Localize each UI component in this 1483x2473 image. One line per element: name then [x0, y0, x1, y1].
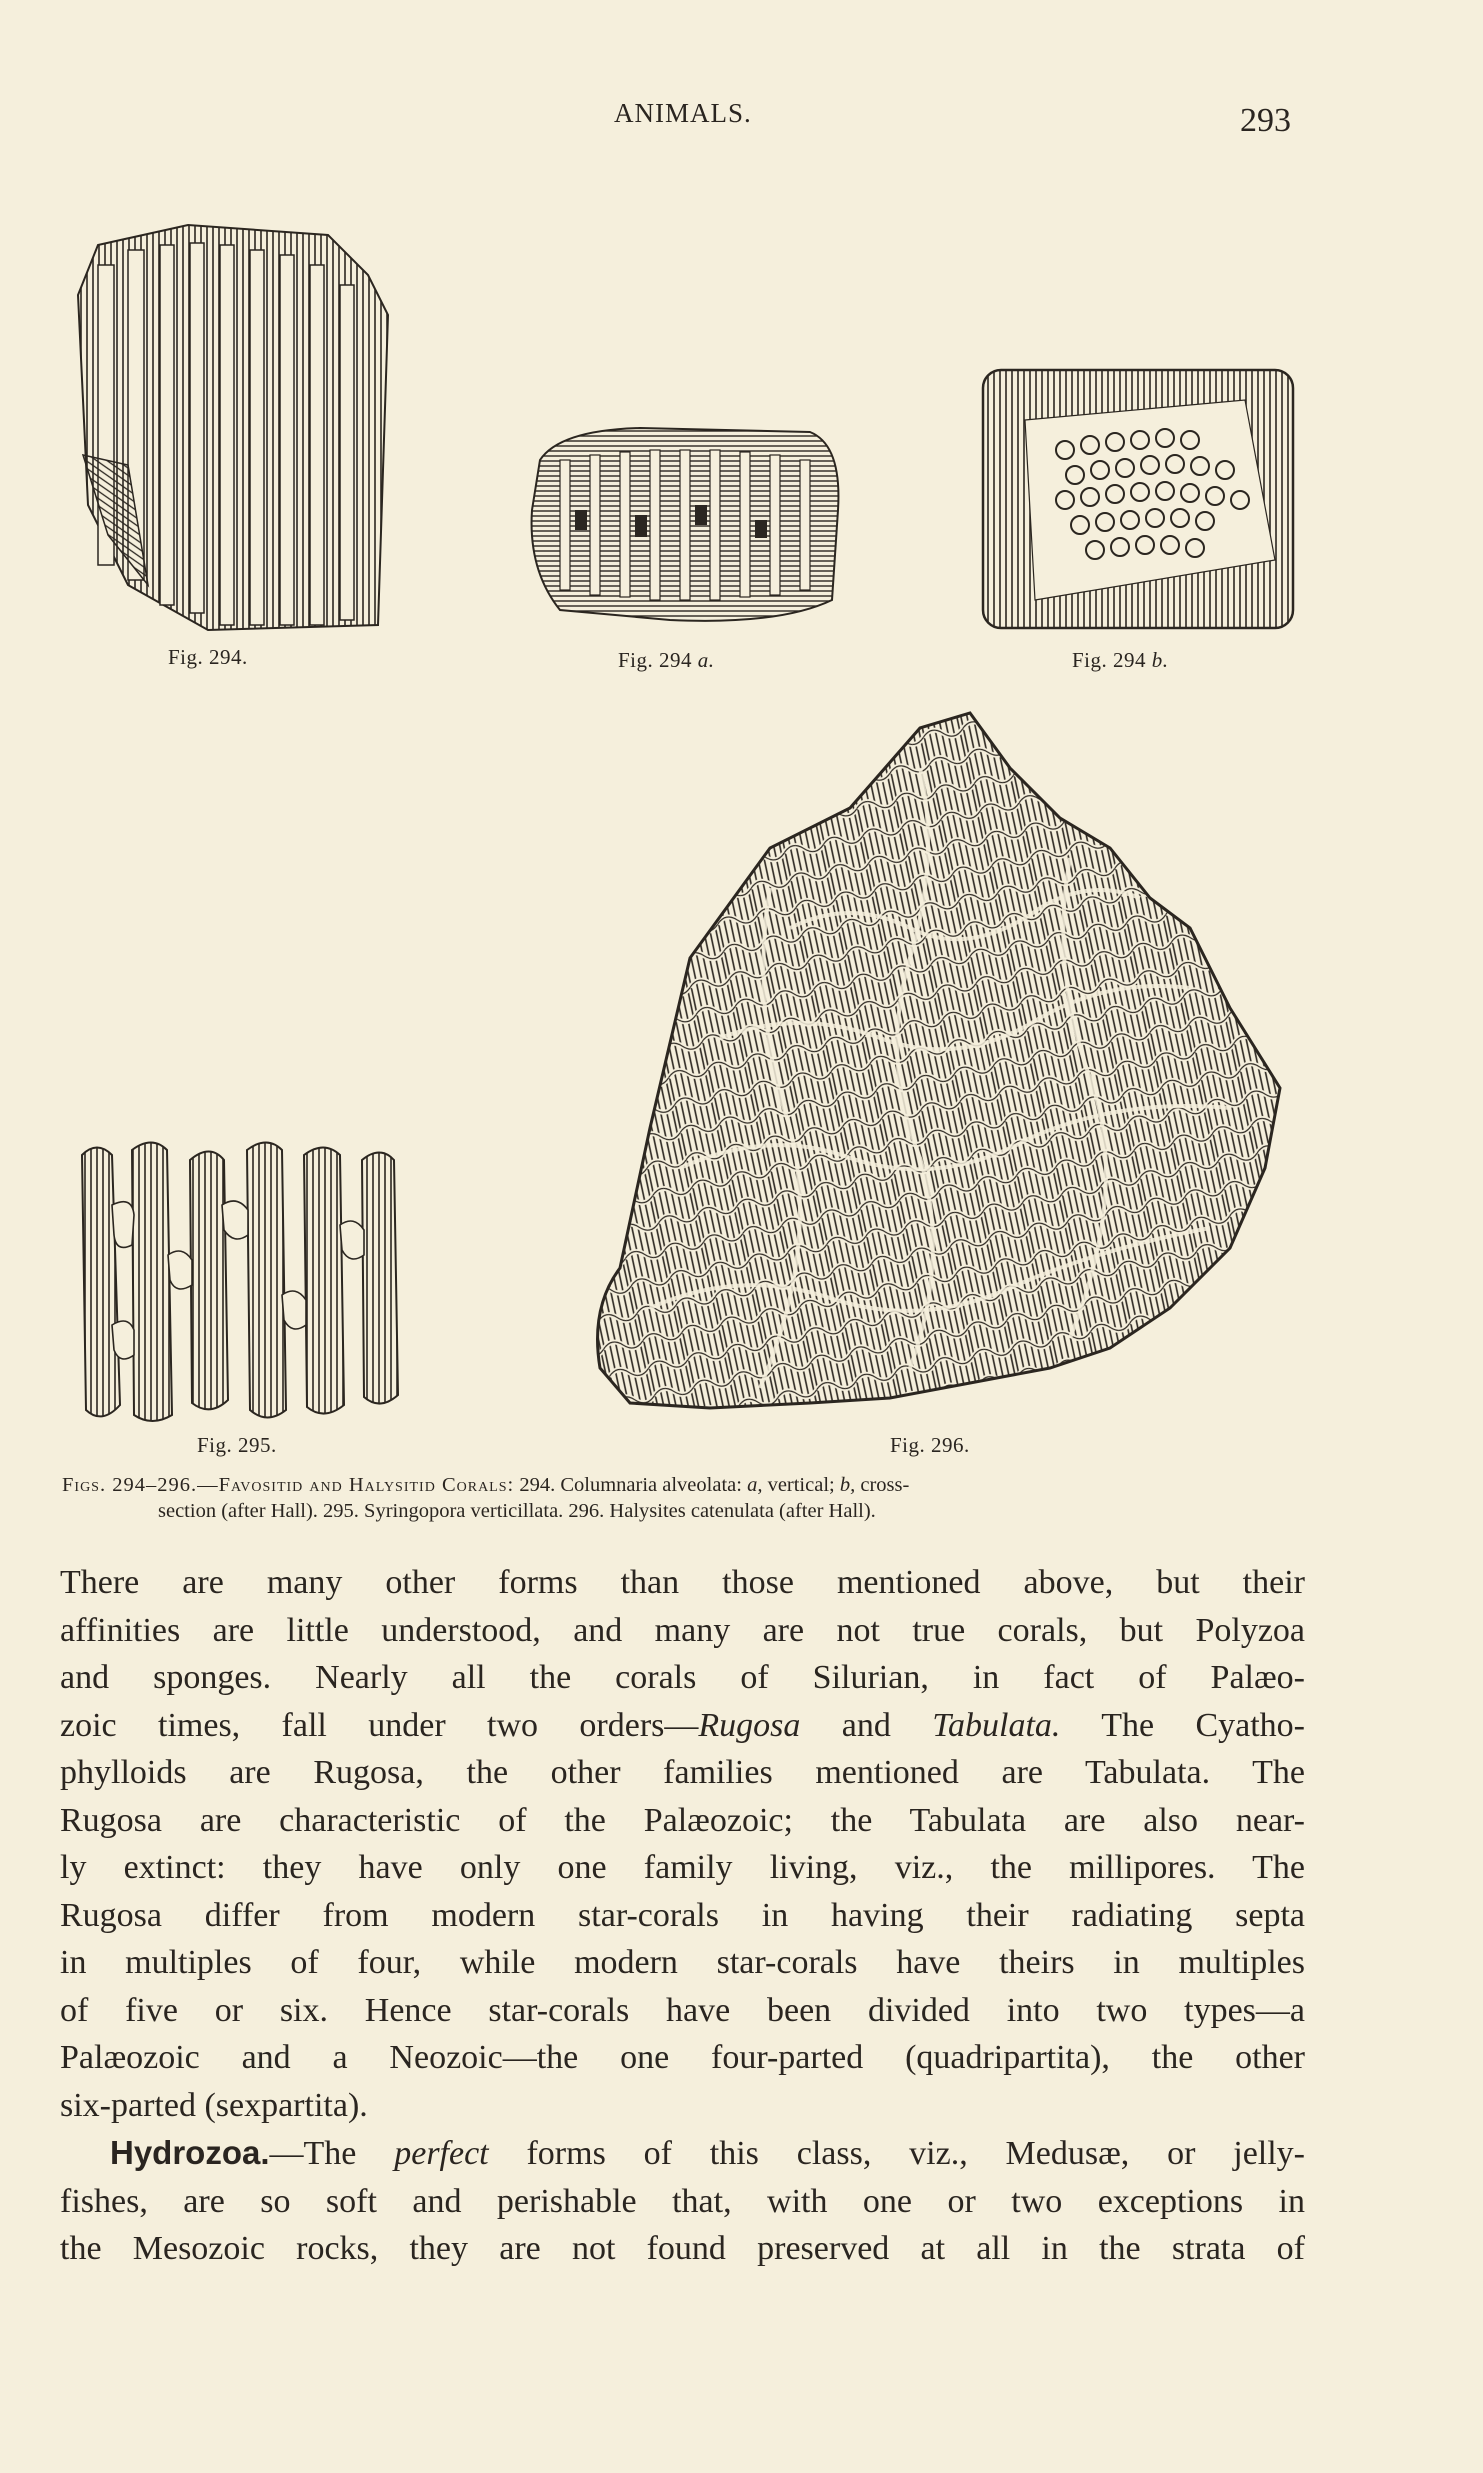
- figure-294a-label: [618, 648, 715, 673]
- caption-part3: cross-: [855, 1474, 910, 1496]
- text-span: —The: [269, 2135, 395, 2172]
- text-line: [60, 2129, 1305, 2178]
- figure-296-label: Fig. 296.: [890, 1433, 970, 1457]
- text-span: zoic times, fall under two orders—: [60, 1706, 699, 1744]
- perfect-term: perfect: [394, 2135, 489, 2172]
- caption-part1: 294. Columnaria alveolata:: [514, 1474, 748, 1496]
- text-line: Palæozoic and a Neozoic—the one four-parted (quadripartita), the other: [60, 2039, 1305, 2076]
- body-text: [60, 1559, 1305, 2273]
- figure-294-illustration: [68, 205, 398, 635]
- text-span: The Cyatho-: [1060, 1706, 1305, 1744]
- caption-figs: Figs. 294–296.—: [62, 1474, 219, 1496]
- page-number: 293: [1240, 102, 1291, 139]
- caption-a: a,: [747, 1474, 763, 1496]
- text-line: There are many other forms than those mentioned above, but their: [60, 1564, 1305, 1601]
- columnar-coral-engraving: [68, 205, 398, 635]
- text-line: [60, 1702, 1305, 1750]
- text-line: and sponges. Nearly all the corals of Silurian, in fact of Palæo-: [60, 1659, 1305, 1696]
- figure-caption: [62, 1472, 1302, 1524]
- rugosa-term: Rugosa: [698, 1706, 801, 1744]
- figure-294b-letter: b.: [1151, 648, 1169, 672]
- text-line: in multiples of four, while modern star-corals have theirs in multiples: [60, 1944, 1305, 1981]
- text-line: of five or six. Hence star-corals have been divided into two types—a: [60, 1991, 1305, 2029]
- figure-295-illustration: [72, 1135, 432, 1427]
- figure-294a-letter: a.: [697, 648, 715, 672]
- caption-line-2: section (after Hall). 295. Syringopora verticillata. 296. Halysites catenulata (after Hall).: [158, 1500, 876, 1522]
- running-title: ANIMALS.: [614, 98, 752, 128]
- caption-part2: vertical;: [762, 1474, 840, 1496]
- caption-b: b,: [839, 1474, 856, 1496]
- tabulata-term: Tabulata.: [932, 1706, 1061, 1744]
- caption-line-1: [62, 1472, 1302, 1498]
- text-line: ly extinct: they have only one family living, viz., the millipores. The: [60, 1849, 1305, 1886]
- figure-294a-label-text: Fig. 294: [618, 648, 698, 672]
- hydrozoa-heading: Hydrozoa.: [110, 2134, 270, 2171]
- text-line: phylloids are Rugosa, the other families mentioned are Tabulata. The: [60, 1754, 1305, 1791]
- syringopora-engraving: [72, 1135, 432, 1427]
- figure-294-label: Fig. 294.: [168, 645, 248, 669]
- figure-294a-illustration: [520, 420, 848, 628]
- halysites-chain-coral-engraving: [590, 708, 1290, 1416]
- text-line: Rugosa are characteristic of the Palæozoic; the Tabulata are also near-: [60, 1801, 1305, 1839]
- text-span: and: [800, 1706, 933, 1744]
- figure-294b-label-text: Fig. 294: [1072, 648, 1152, 672]
- text-line: six-parted (sexpartita).: [60, 2086, 368, 2124]
- figure-295-label: Fig. 295.: [197, 1433, 277, 1457]
- text-line: affinities are little understood, and many are not true corals, but Polyzoa: [60, 1611, 1305, 1649]
- vertical-section-engraving: [520, 420, 848, 628]
- running-head: [0, 98, 1483, 138]
- text-line: the Mesozoic rocks, they are not found preserved at all in the strata of: [60, 2230, 1305, 2267]
- text-line: fishes, are so soft and perishable that, with one or two exceptions in: [60, 2182, 1305, 2220]
- figure-294b-label: [1072, 648, 1169, 673]
- caption-title: Favositid and Halysitid Corals:: [218, 1474, 515, 1496]
- text-span: forms of this class, viz., Medusæ, or jelly-: [488, 2135, 1306, 2172]
- text-line: Rugosa differ from modern star-corals in having their radiating septa: [60, 1896, 1305, 1934]
- cross-section-engraving: [975, 360, 1303, 638]
- figure-296-illustration: [590, 708, 1290, 1416]
- figure-294b-illustration: [975, 360, 1303, 638]
